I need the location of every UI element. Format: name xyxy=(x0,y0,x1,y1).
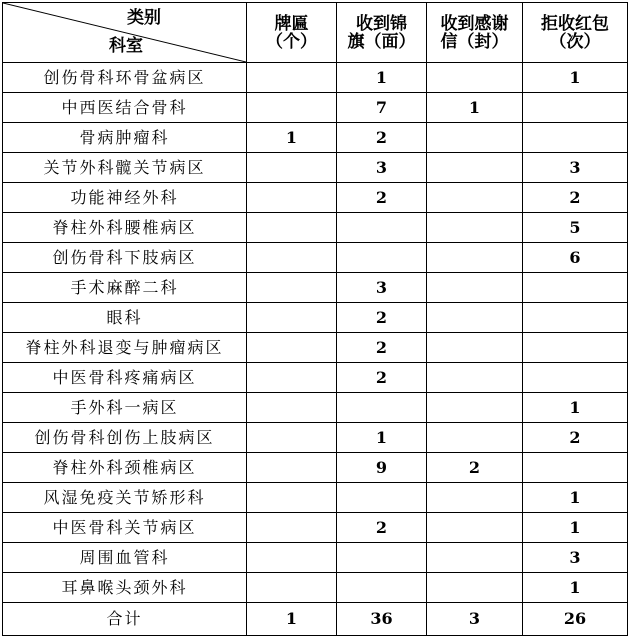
refused-cell: 1 xyxy=(523,513,628,543)
department-cell: 耳鼻喉头颈外科 xyxy=(3,573,247,603)
table-row xyxy=(3,573,628,603)
letter-cell: 3 xyxy=(427,603,523,636)
banner-cell: 3 xyxy=(337,153,427,183)
plaque-cell xyxy=(247,363,337,393)
department-cell: 骨病肿瘤科 xyxy=(3,123,247,153)
plaque-cell xyxy=(247,63,337,93)
refused-cell xyxy=(523,333,628,363)
department-cell: 创伤骨科下肢病区 xyxy=(3,243,247,273)
plaque-cell xyxy=(247,273,337,303)
refused-cell xyxy=(523,123,628,153)
banner-cell xyxy=(337,393,427,423)
department-cell: 关节外科髋关节病区 xyxy=(3,153,247,183)
letter-cell xyxy=(427,513,523,543)
table-row xyxy=(3,63,628,93)
letter-cell xyxy=(427,243,523,273)
letter-cell xyxy=(427,483,523,513)
letter-cell xyxy=(427,213,523,243)
department-cell: 手术麻醉二科 xyxy=(3,273,247,303)
department-cell: 脊柱外科颈椎病区 xyxy=(3,453,247,483)
table-row xyxy=(3,483,628,513)
banner-cell: 2 xyxy=(337,363,427,393)
table-row xyxy=(3,303,628,333)
plaque-cell xyxy=(247,573,337,603)
banner-cell xyxy=(337,213,427,243)
table-row xyxy=(3,243,628,273)
letter-cell xyxy=(427,153,523,183)
letter-cell xyxy=(427,303,523,333)
banner-cell xyxy=(337,573,427,603)
plaque-cell xyxy=(247,243,337,273)
table-body xyxy=(3,63,628,636)
letter-cell xyxy=(427,423,523,453)
department-cell: 风湿免疫关节矫形科 xyxy=(3,483,247,513)
table-row xyxy=(3,363,628,393)
banner-cell: 1 xyxy=(337,423,427,453)
banner-cell: 1 xyxy=(337,63,427,93)
table-row xyxy=(3,123,628,153)
banner-cell xyxy=(337,483,427,513)
refused-cell: 5 xyxy=(523,213,628,243)
department-label: 科室 xyxy=(109,36,143,56)
department-cell: 脊柱外科退变与肿瘤病区 xyxy=(3,333,247,363)
letter-cell: 2 xyxy=(427,453,523,483)
column-header-letter: 收到感谢 信（封） xyxy=(427,3,523,63)
refused-cell: 6 xyxy=(523,243,628,273)
diagonal-header-cell xyxy=(3,3,247,63)
banner-cell: 36 xyxy=(337,603,427,636)
banner-cell: 2 xyxy=(337,183,427,213)
table-row xyxy=(3,153,628,183)
letter-cell: 1 xyxy=(427,93,523,123)
department-cell: 眼科 xyxy=(3,303,247,333)
header-row xyxy=(3,3,628,63)
total-row xyxy=(3,603,628,636)
department-cell: 中医骨科疼痛病区 xyxy=(3,363,247,393)
table-row xyxy=(3,183,628,213)
department-cell: 脊柱外科腰椎病区 xyxy=(3,213,247,243)
category-label: 类别 xyxy=(127,8,161,28)
banner-cell: 9 xyxy=(337,453,427,483)
letter-cell xyxy=(427,573,523,603)
department-cell: 中医骨科关节病区 xyxy=(3,513,247,543)
plaque-cell xyxy=(247,153,337,183)
table-row xyxy=(3,393,628,423)
table-row xyxy=(3,513,628,543)
plaque-cell xyxy=(247,453,337,483)
banner-cell: 2 xyxy=(337,333,427,363)
department-cell: 合计 xyxy=(3,603,247,636)
letter-cell xyxy=(427,363,523,393)
refused-cell: 2 xyxy=(523,423,628,453)
plaque-cell xyxy=(247,93,337,123)
refused-cell: 1 xyxy=(523,63,628,93)
refused-cell: 1 xyxy=(523,393,628,423)
department-cell: 功能神经外科 xyxy=(3,183,247,213)
banner-cell: 2 xyxy=(337,513,427,543)
banner-cell xyxy=(337,543,427,573)
refused-cell: 2 xyxy=(523,183,628,213)
plaque-cell xyxy=(247,543,337,573)
column-header-refused: 拒收红包 （次） xyxy=(523,3,628,63)
plaque-cell xyxy=(247,303,337,333)
refused-cell: 3 xyxy=(523,543,628,573)
plaque-cell xyxy=(247,423,337,453)
table-row xyxy=(3,453,628,483)
column-header-banner: 收到锦 旗（面） xyxy=(337,3,427,63)
banner-cell: 3 xyxy=(337,273,427,303)
table-row xyxy=(3,543,628,573)
table-row xyxy=(3,273,628,303)
banner-cell: 2 xyxy=(337,123,427,153)
letter-cell xyxy=(427,393,523,423)
plaque-cell xyxy=(247,513,337,543)
banner-cell xyxy=(337,243,427,273)
refused-cell: 26 xyxy=(523,603,628,636)
refused-cell: 3 xyxy=(523,153,628,183)
statistics-table xyxy=(2,2,628,636)
department-cell: 手外科一病区 xyxy=(3,393,247,423)
letter-cell xyxy=(427,543,523,573)
plaque-cell xyxy=(247,333,337,363)
banner-cell: 7 xyxy=(337,93,427,123)
plaque-cell xyxy=(247,393,337,423)
letter-cell xyxy=(427,63,523,93)
letter-cell xyxy=(427,333,523,363)
department-cell: 周围血管科 xyxy=(3,543,247,573)
plaque-cell: 1 xyxy=(247,603,337,636)
refused-cell xyxy=(523,273,628,303)
department-cell: 中西医结合骨科 xyxy=(3,93,247,123)
table-row xyxy=(3,213,628,243)
department-cell: 创伤骨科创伤上肢病区 xyxy=(3,423,247,453)
refused-cell: 1 xyxy=(523,573,628,603)
refused-cell xyxy=(523,453,628,483)
table-row xyxy=(3,423,628,453)
plaque-cell xyxy=(247,213,337,243)
department-cell: 创伤骨科环骨盆病区 xyxy=(3,63,247,93)
refused-cell xyxy=(523,93,628,123)
banner-cell: 2 xyxy=(337,303,427,333)
refused-cell: 1 xyxy=(523,483,628,513)
letter-cell xyxy=(427,123,523,153)
plaque-cell xyxy=(247,183,337,213)
refused-cell xyxy=(523,363,628,393)
plaque-cell: 1 xyxy=(247,123,337,153)
letter-cell xyxy=(427,273,523,303)
refused-cell xyxy=(523,303,628,333)
table-row xyxy=(3,93,628,123)
letter-cell xyxy=(427,183,523,213)
plaque-cell xyxy=(247,483,337,513)
column-header-plaque: 牌匾 （个） xyxy=(247,3,337,63)
table-row xyxy=(3,333,628,363)
